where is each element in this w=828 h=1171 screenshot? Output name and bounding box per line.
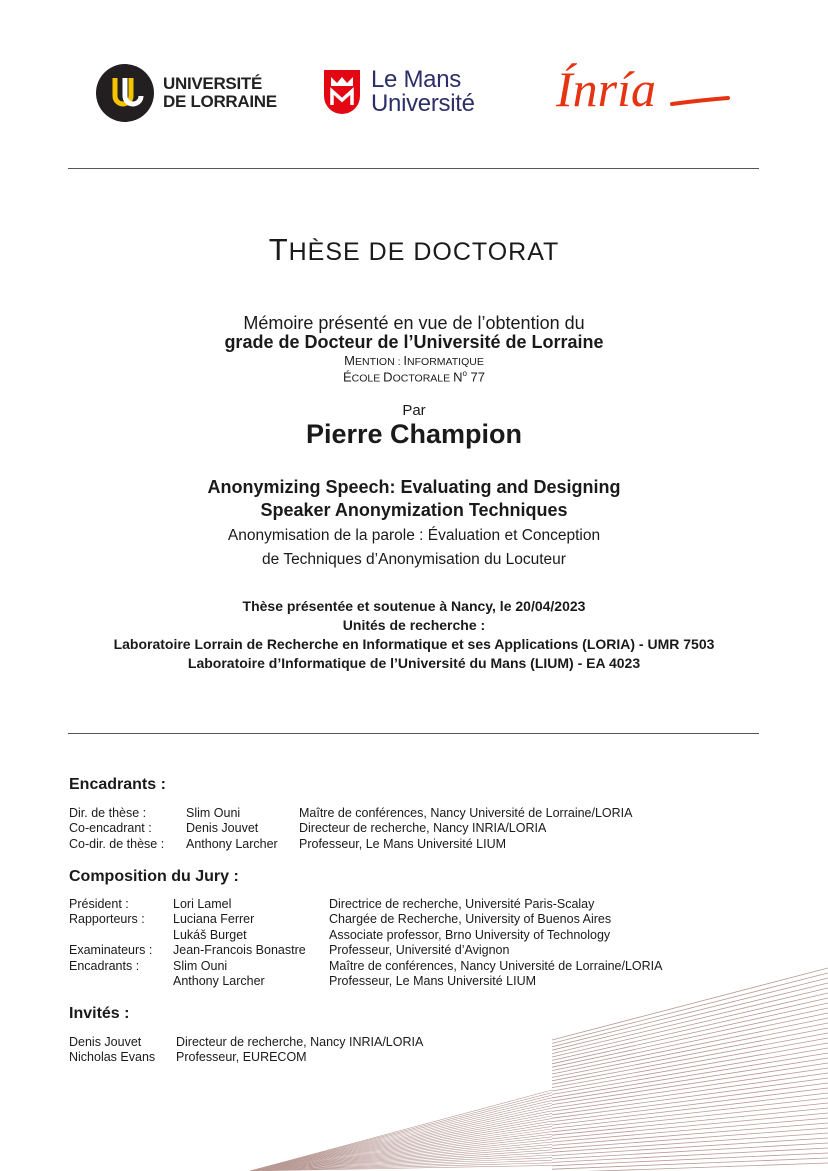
lm-logo-line2: Université — [371, 90, 475, 117]
jury-name: Slim Ouni — [173, 958, 228, 973]
decorative-stripe — [552, 1138, 828, 1156]
invites-heading: Invités : — [69, 1005, 130, 1022]
decorative-stripe — [552, 1073, 828, 1111]
invite-name: Nicholas Evans — [69, 1050, 156, 1065]
title-fr-line2: de Techniques d’Anonymisation du Locuteur — [262, 551, 566, 568]
ecole-rest2: OCTORALE — [392, 372, 454, 385]
jury-name: Jean-Francois Bonastre — [173, 943, 306, 958]
jury-row — [69, 897, 663, 912]
mention-m: M — [344, 353, 355, 368]
invite-name: Denis Jouvet — [69, 1035, 142, 1049]
jury-role: Encadrants : — [69, 958, 140, 973]
decorative-stripe — [552, 1133, 828, 1152]
ecole-o: o — [462, 369, 467, 378]
jury-role — [69, 974, 173, 989]
title-fr-line1: Anonymisation de la parole : Évaluation et Conception — [227, 527, 601, 544]
mention-rest2: NFORMATIQUE — [407, 356, 484, 368]
decorative-stripe — [250, 1106, 552, 1171]
decorative-stripe — [552, 1058, 828, 1101]
decorative-stripe — [552, 988, 828, 1054]
encadrant-role: Co-dir. de thèse : — [69, 836, 165, 851]
jury-role: Président : — [69, 897, 129, 911]
invite-affiliation: Professeur, EURECOM — [176, 1050, 307, 1065]
jury-row — [69, 974, 663, 989]
title-en-line1: Anonymizing Speech: Evaluating and Designing — [207, 477, 621, 497]
mention-rest: ENTION : — [354, 356, 404, 368]
jury-affiliation: Chargée de Recherche, University of Buenos Aires — [329, 912, 612, 927]
jury-role — [69, 928, 173, 943]
ecole-number: 77 — [470, 369, 485, 385]
jury-table — [69, 897, 663, 989]
ecole-rest: COLE — [351, 372, 384, 385]
jury-row — [69, 959, 663, 974]
jury-row — [69, 928, 663, 943]
jury-affiliation: Directrice de recherche, Université Paris-Scalay — [329, 897, 595, 911]
jury-role: Examinateurs : — [69, 943, 153, 958]
encadrant-affiliation: Professeur, Le Mans Université LIUM — [299, 836, 507, 851]
invite-row — [69, 1050, 423, 1065]
decorative-stripe — [552, 1123, 828, 1145]
ul-logo-line1: UNIVERSITÉ — [163, 74, 263, 93]
jury-affiliation: Professeur, Université d’Avignon — [329, 943, 510, 958]
decorative-stripe — [250, 1103, 552, 1171]
ecole-n: N — [453, 369, 463, 385]
ecole-d: D — [383, 369, 393, 385]
encadrant-row — [69, 837, 633, 852]
jury-row — [69, 912, 663, 927]
encadrants-table — [69, 806, 633, 852]
decorative-stripe — [250, 1098, 552, 1171]
jury-row — [69, 943, 663, 958]
defense-line4: Laboratoire d’Informatique de l’Université du Mans (LIUM) - EA 4023 — [187, 655, 641, 671]
decorative-stripe — [552, 1103, 828, 1132]
decorative-stripe — [552, 1053, 828, 1098]
decorative-stripe — [552, 993, 828, 1057]
encadrant-name: Slim Ouni — [186, 806, 241, 820]
mention-i: I — [403, 353, 408, 368]
author-name: Pierre Champion — [305, 419, 523, 449]
jury-name: Lukáš Burget — [173, 927, 247, 942]
ecole-e: É — [342, 369, 352, 385]
encadrant-affiliation: Maître de conférences, Nancy Université de Lorraine/LORIA — [299, 806, 633, 820]
inria-wordmark-text: Ínría — [556, 61, 656, 117]
decorative-stripe — [552, 1018, 828, 1074]
title-en-line2: Speaker Anonymization Techniques — [260, 500, 568, 520]
defense-line3: Laboratoire Lorrain de Recherche en Informatique et ses Applications (LORIA) - UMR 7503 — [113, 636, 715, 652]
encadrant-role: Co-encadrant : — [69, 821, 152, 836]
encadrant-role: Dir. de thèse : — [69, 806, 147, 820]
title-rest: HÈSE DE DOCTORAT — [288, 238, 560, 266]
jury-role: Rapporteurs : — [69, 912, 145, 927]
encadrant-name: Anthony Larcher — [186, 836, 278, 851]
encadrant-name: Denis Jouvet — [186, 821, 259, 836]
invite-row — [69, 1035, 423, 1050]
title-initial: T — [268, 232, 289, 267]
jury-name: Lori Lamel — [173, 897, 232, 911]
par-label: Par — [402, 402, 426, 419]
invites-table — [69, 1035, 423, 1066]
jury-affiliation: Professeur, Le Mans Université LIUM — [329, 974, 537, 989]
memoire-line1: Mémoire présenté en vue de l’obtention du — [243, 313, 585, 333]
encadrant-row — [69, 821, 633, 836]
encadrants-heading: Encadrants : — [69, 776, 166, 793]
encadrant-affiliation: Directeur de recherche, Nancy INRIA/LORIA — [299, 821, 547, 836]
decorative-stripe — [552, 1013, 828, 1071]
decorative-stripe — [250, 1129, 552, 1171]
jury-heading: Composition du Jury : — [69, 868, 239, 885]
lm-logo-line1: Le Mans — [371, 66, 461, 93]
memoire-line2: grade de Docteur de l’Université de Lorraine — [224, 332, 604, 352]
decorative-stripe — [250, 1132, 552, 1171]
decorative-stripe — [552, 1038, 828, 1088]
jury-affiliation: Associate professor, Brno University of Technology — [329, 927, 611, 942]
defense-line2: Unités de recherche : — [342, 617, 486, 633]
jury-name: Luciana Ferrer — [173, 912, 255, 927]
encadrant-row — [69, 806, 633, 821]
defense-line1: Thèse présentée et soutenue à Nancy, le 20/04/2023 — [242, 598, 586, 614]
invite-affiliation: Directeur de recherche, Nancy INRIA/LORIA — [176, 1035, 424, 1049]
jury-name: Anthony Larcher — [173, 974, 265, 989]
jury-affiliation: Maître de conférences, Nancy Université de Lorraine/LORIA — [329, 958, 663, 973]
ul-logo-line2: DE LORRAINE — [163, 92, 277, 111]
